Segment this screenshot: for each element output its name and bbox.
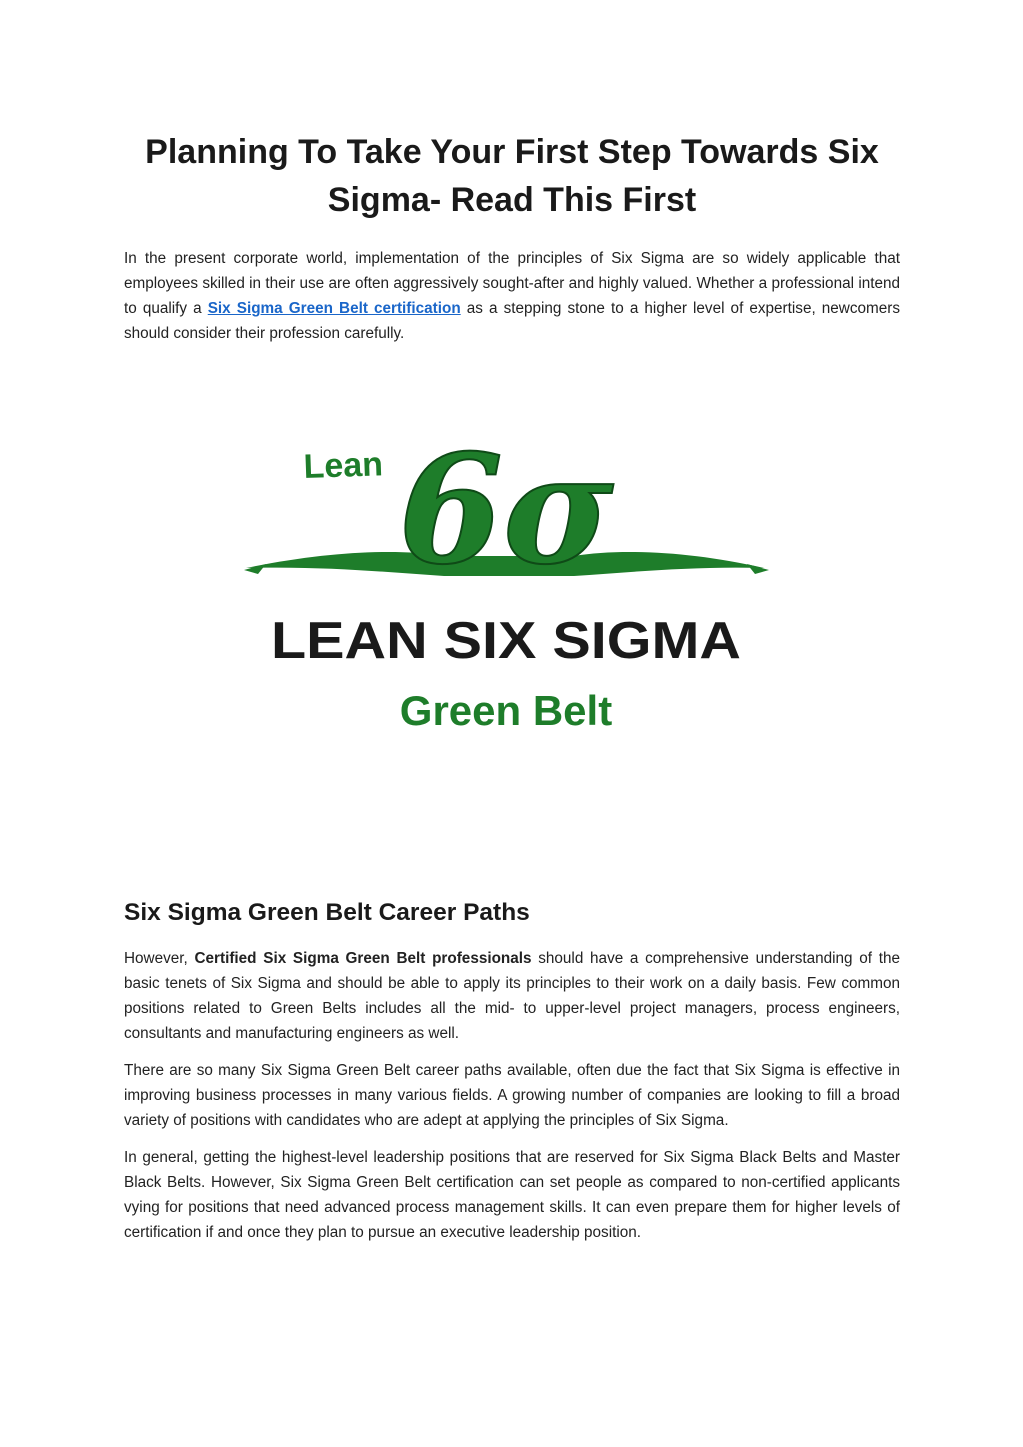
p1-bold-phrase: Certified Six Sigma Green Belt professionals — [194, 950, 532, 967]
logo-six-sigma-mark: 6σ — [398, 440, 614, 598]
logo-main-text: LEAN SIX SIGMA — [271, 612, 741, 670]
logo-sub-text: Green Belt — [399, 687, 613, 734]
body-paragraph-2: There are so many Six Sigma Green Belt career paths available, often due the fact that Six Sigma is effective in improving business processes in many various fields. A growing number of companies are looking to fill a broad variety of positions with candidates who are adept at applying the principles of Six Sigma. — [124, 1062, 900, 1129]
logo-lean-word: Lean — [302, 445, 384, 486]
lean-six-sigma-green-belt-logo — [244, 440, 769, 740]
intro-text-end: as a stepping stone to a higher level of expertise, newcomers should consider their profession carefully. — [124, 300, 900, 342]
intro-text-start: In the present corporate world, implementation of the principles of Six Sigma are so widely applicable that employees skilled in their use are often aggressively sought-after and highly valued. Whether a professional intend to qualify a — [124, 250, 900, 317]
page-title: Planning To Take Your First Step Towards Six Sigma- Read This First — [145, 133, 879, 219]
body-paragraph-1 — [124, 946, 900, 1046]
section-heading: Six Sigma Green Belt Career Paths — [124, 899, 530, 926]
body-paragraph-3: In general, getting the highest-level leadership positions that are reserved for Six Sigma Black Belts and Master Black Belts. However, Six Sigma Green Belt certification can set people as compared to non-certified applicants vying for positions that need advanced process management skills. It can even prepare them for higher levels of certification if and once they plan to pursue an executive leadership position. — [124, 1149, 900, 1241]
p1-end: should have a comprehensive understanding of the basic tenets of Six Sigma and should be able to apply its principles to their work on a daily basis. Few common positions related to Green Belts includes all the mid- to upper-level project managers, process engineers, consultants and manufacturing engineers as well. — [124, 950, 901, 1042]
green-belt-certification-link[interactable]: Six Sigma Green Belt certification — [207, 300, 461, 317]
p1-start: However, — [124, 950, 195, 967]
section-body — [124, 946, 900, 1257]
intro-paragraph — [124, 246, 900, 346]
